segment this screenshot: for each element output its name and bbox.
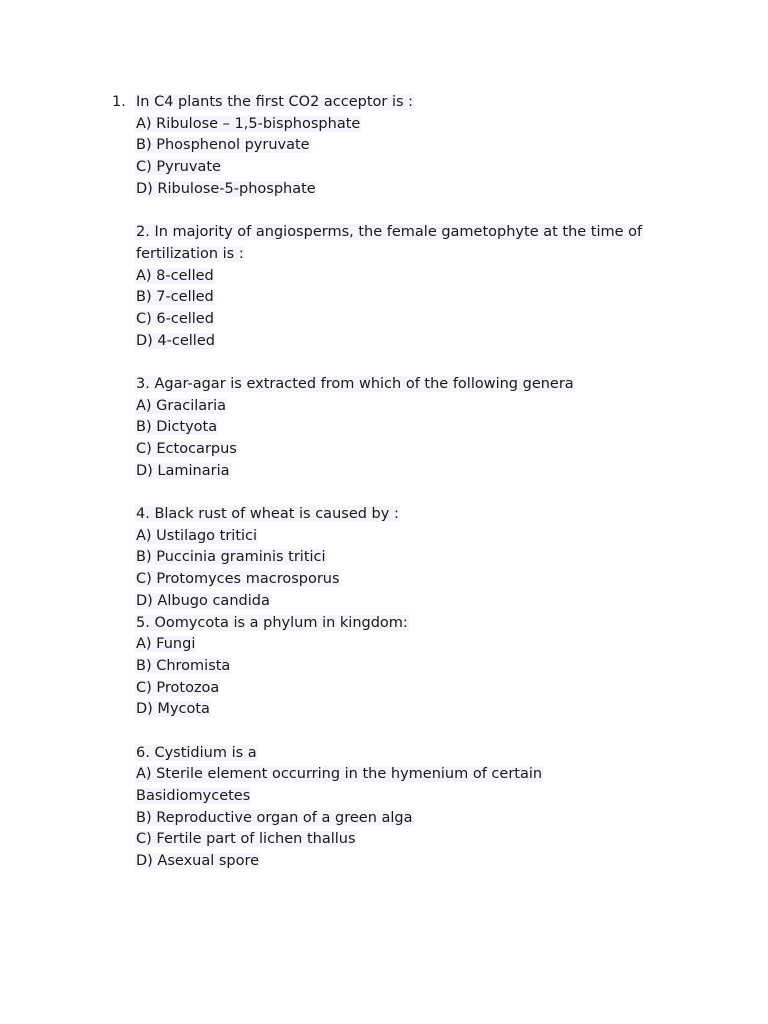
option-d: D) Albugo candida: [136, 592, 270, 609]
option-b: B) 7-celled: [136, 289, 214, 306]
option-a: A) Ustilago tritici: [136, 527, 258, 544]
question-stem: 2. In majority of angiosperms, the female gametophyte at the time of: [136, 224, 643, 241]
spacer: [112, 721, 712, 743]
question-3: [112, 374, 712, 482]
option-b: B) Phosphenol pyruvate: [136, 137, 310, 154]
question-4: [112, 504, 712, 612]
option-a: A) Gracilaria: [136, 397, 227, 414]
option-d: D) Laminaria: [136, 462, 230, 479]
option-a: A) 8-celled: [136, 267, 214, 284]
question-1: [112, 92, 712, 200]
question-5: [112, 613, 712, 721]
spacer: [112, 352, 712, 374]
option-a: A) Ribulose – 1,5-bisphosphate: [136, 115, 361, 132]
question-stem: 3. Agar-agar is extracted from which of the following genera: [136, 375, 574, 392]
question-6: [112, 743, 712, 873]
option-a-continued: Basidiomycetes: [136, 788, 251, 804]
option-d: D) 4-celled: [136, 332, 215, 349]
option-a: A) Sterile element occurring in the hymenium of certain: [136, 766, 543, 783]
option-c: C) Fertile part of lichen thallus: [136, 831, 356, 848]
option-d: D) Ribulose-5-phosphate: [136, 180, 316, 197]
question-number: 1.: [112, 94, 126, 110]
question-stem-continued: fertilization is :: [136, 245, 244, 262]
question-stem: 4. Black rust of wheat is caused by :: [136, 506, 399, 523]
option-d: D) Mycota: [136, 701, 210, 718]
question-2: [112, 222, 712, 352]
option-b: B) Chromista: [136, 657, 231, 674]
option-c: C) Protomyces macrosporus: [136, 571, 340, 588]
question-stem: 5. Oomycota is a phylum in kingdom:: [136, 614, 408, 631]
question-stem: 1. In C4 plants the first CO2 acceptor is :: [112, 92, 712, 114]
option-c: C) Ectocarpus: [136, 441, 237, 457]
option-d: D) Asexual spore: [136, 853, 260, 870]
spacer: [112, 200, 712, 222]
spacer: [112, 482, 712, 504]
question-stem: 6. Cystidium is a: [136, 744, 257, 761]
option-a: A) Fungi: [136, 636, 196, 653]
option-c: C) 6-celled: [136, 310, 214, 327]
option-c: C) Protozoa: [136, 679, 220, 696]
option-b: B) Puccinia graminis tritici: [136, 549, 326, 566]
option-c: C) Pyruvate: [136, 159, 221, 176]
option-b: B) Reproductive organ of a green alga: [136, 809, 413, 826]
option-b: B) Dictyota: [136, 419, 218, 436]
question-list: [112, 92, 712, 873]
